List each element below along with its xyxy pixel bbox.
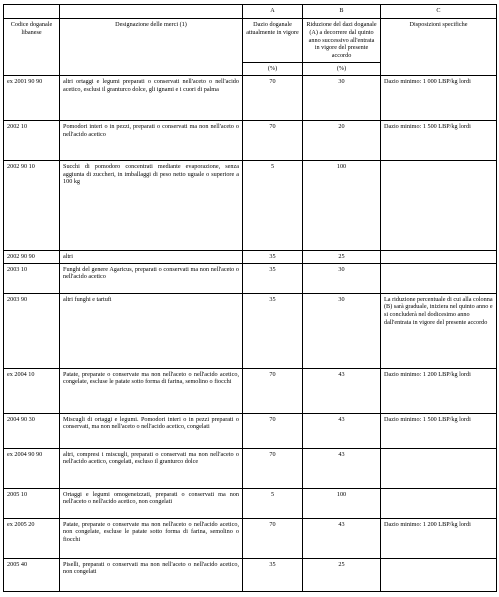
column-letter-row: [4, 5, 497, 19]
specific-provisions-cell: Dazio minimo: 1 000 LBP/kg lordi: [381, 75, 497, 120]
duty-reduction-cell: 25: [303, 558, 381, 591]
current-duty-cell: 35: [243, 558, 303, 591]
tariff-code-cell: 2005 10: [4, 488, 60, 518]
duty-reduction-cell: 30: [303, 263, 381, 293]
specific-provisions-cell: [381, 250, 497, 263]
table-row: [4, 448, 497, 488]
description-cell: altri ortaggi e legumi preparati o conservati nell'aceto o nell'acido acetico, esclusi il granturco dolce, gli ignami e i cuori di palma: [60, 75, 243, 120]
tariff-code-cell: ex 2005 20: [4, 518, 60, 558]
specific-provisions-cell: [381, 160, 497, 250]
table-row: [4, 518, 497, 558]
header-row: [4, 19, 497, 63]
description-cell: altri, compresi i miscugli, preparati o conservati ma non nell'aceto o nell'acido acetico, congelati, escluso il granturco dolce: [60, 448, 243, 488]
table-row: [4, 250, 497, 263]
duty-reduction-cell: 43: [303, 518, 381, 558]
description-cell: Funghi del genere Agaricus, preparati o conservati ma non nell'aceto o nell'acido acetico: [60, 263, 243, 293]
tariff-code-cell: ex 2004 10: [4, 368, 60, 413]
duty-reduction-cell: 100: [303, 488, 381, 518]
table-row: [4, 293, 497, 368]
header-col-c: Disposizioni specifiche: [381, 19, 497, 76]
description-cell: Pomodori interi o in pezzi, preparati o conservati ma non nell'aceto o nell'acido acetico: [60, 120, 243, 160]
tariff-code-cell: 2002 90 90: [4, 250, 60, 263]
description-cell: altri: [60, 250, 243, 263]
current-duty-cell: 35: [243, 250, 303, 263]
column-letter-a: A: [243, 5, 303, 19]
duty-reduction-cell: 100: [303, 160, 381, 250]
specific-provisions-cell: [381, 263, 497, 293]
table-row: [4, 120, 497, 160]
tariff-code-cell: ex 2004 90 90: [4, 448, 60, 488]
column-letter-b: B: [303, 5, 381, 19]
description-cell: altri funghi e tartufi: [60, 293, 243, 368]
duty-reduction-cell: 43: [303, 413, 381, 448]
current-duty-cell: 70: [243, 368, 303, 413]
duty-reduction-cell: 20: [303, 120, 381, 160]
current-duty-cell: 70: [243, 518, 303, 558]
letter-cell-empty: [60, 5, 243, 19]
duty-reduction-cell: 43: [303, 448, 381, 488]
current-duty-cell: 5: [243, 160, 303, 250]
specific-provisions-cell: Dazio minimo: 1 500 LBP/kg lordi: [381, 120, 497, 160]
tariff-code-cell: ex 2001 90 90: [4, 75, 60, 120]
specific-provisions-cell: Dazio minimo: 1 500 LBP/kg lordi: [381, 413, 497, 448]
tariff-code-cell: 2002 10: [4, 120, 60, 160]
duty-reduction-cell: 30: [303, 75, 381, 120]
current-duty-cell: 70: [243, 448, 303, 488]
specific-provisions-cell: Dazio minimo: 1 200 LBP/kg lordi: [381, 368, 497, 413]
current-duty-cell: 5: [243, 488, 303, 518]
unit-a: (%): [243, 62, 303, 75]
tariff-code-cell: 2005 40: [4, 558, 60, 591]
description-cell: Succhi di pomodoro concentrati mediante evaporazione, senza aggiunta di zuccheri, in imballaggi di peso netto uguale o superiore a 100 kg: [60, 160, 243, 250]
table-row: [4, 488, 497, 518]
current-duty-cell: 35: [243, 293, 303, 368]
duty-reduction-cell: 30: [303, 293, 381, 368]
description-cell: Miscugli di ortaggi e legumi. Pomodori interi o in pezzi preparati o conservati, ma non nell'aceto o nell'acido acetico, congelati: [60, 413, 243, 448]
table-row: [4, 368, 497, 413]
table-row: [4, 413, 497, 448]
duty-reduction-cell: 43: [303, 368, 381, 413]
tariff-rows: [4, 75, 497, 591]
header-col-b: Riduzione del dazi doganale (A) a decorrere dal quinto anno successivo all'entrata in vigore del presente accordo: [303, 19, 381, 63]
table-row: [4, 160, 497, 250]
description-cell: Patate, preparate o conservate ma non nell'aceto o nell'acido acetico, congelate, escluse le patate sotto forma di farina, semolino o fiocchi: [60, 368, 243, 413]
table-row: [4, 75, 497, 120]
specific-provisions-cell: [381, 448, 497, 488]
description-cell: Ortaggi e legumi omogeneizzati, preparati o conservati ma non nell'aceto o nell'acido acetico, non congelati: [60, 488, 243, 518]
duty-reduction-cell: 25: [303, 250, 381, 263]
current-duty-cell: 35: [243, 263, 303, 293]
tariff-code-cell: 2004 90 30: [4, 413, 60, 448]
current-duty-cell: 70: [243, 413, 303, 448]
tariff-table: [3, 4, 497, 592]
unit-b: (%): [303, 62, 381, 75]
description-cell: Piselli, preparati o conservati ma non nell'aceto o nell'acido acetico, non congelati: [60, 558, 243, 591]
description-cell: Patate, preparate o conservate ma non nell'aceto o nell'acido acetico, non congelate, escluse le patate sotto forma di farina, semolino o fiocchi: [60, 518, 243, 558]
table-row: [4, 558, 497, 591]
tariff-code-cell: 2002 90 10: [4, 160, 60, 250]
specific-provisions-cell: [381, 488, 497, 518]
current-duty-cell: 70: [243, 120, 303, 160]
tariff-code-cell: 2003 90: [4, 293, 60, 368]
header-code: Codice doganale libanese: [4, 19, 60, 76]
specific-provisions-cell: La riduzione percentuale di cui alla colonna (B) sarà graduale, iniziera nel quinto anno e si concluderà nel dodicesimo anno dall'entrata in vigore del presente accordo: [381, 293, 497, 368]
table-row: [4, 263, 497, 293]
letter-cell-empty: [4, 5, 60, 19]
current-duty-cell: 70: [243, 75, 303, 120]
header-designation: Designazione delle merci (1): [60, 19, 243, 76]
tariff-code-cell: 2003 10: [4, 263, 60, 293]
column-letter-c: C: [381, 5, 497, 19]
specific-provisions-cell: [381, 558, 497, 591]
header-col-a: Dazio doganale attualmente in vigore: [243, 19, 303, 63]
specific-provisions-cell: Dazio minimo: 1 200 LBP/kg lordi: [381, 518, 497, 558]
